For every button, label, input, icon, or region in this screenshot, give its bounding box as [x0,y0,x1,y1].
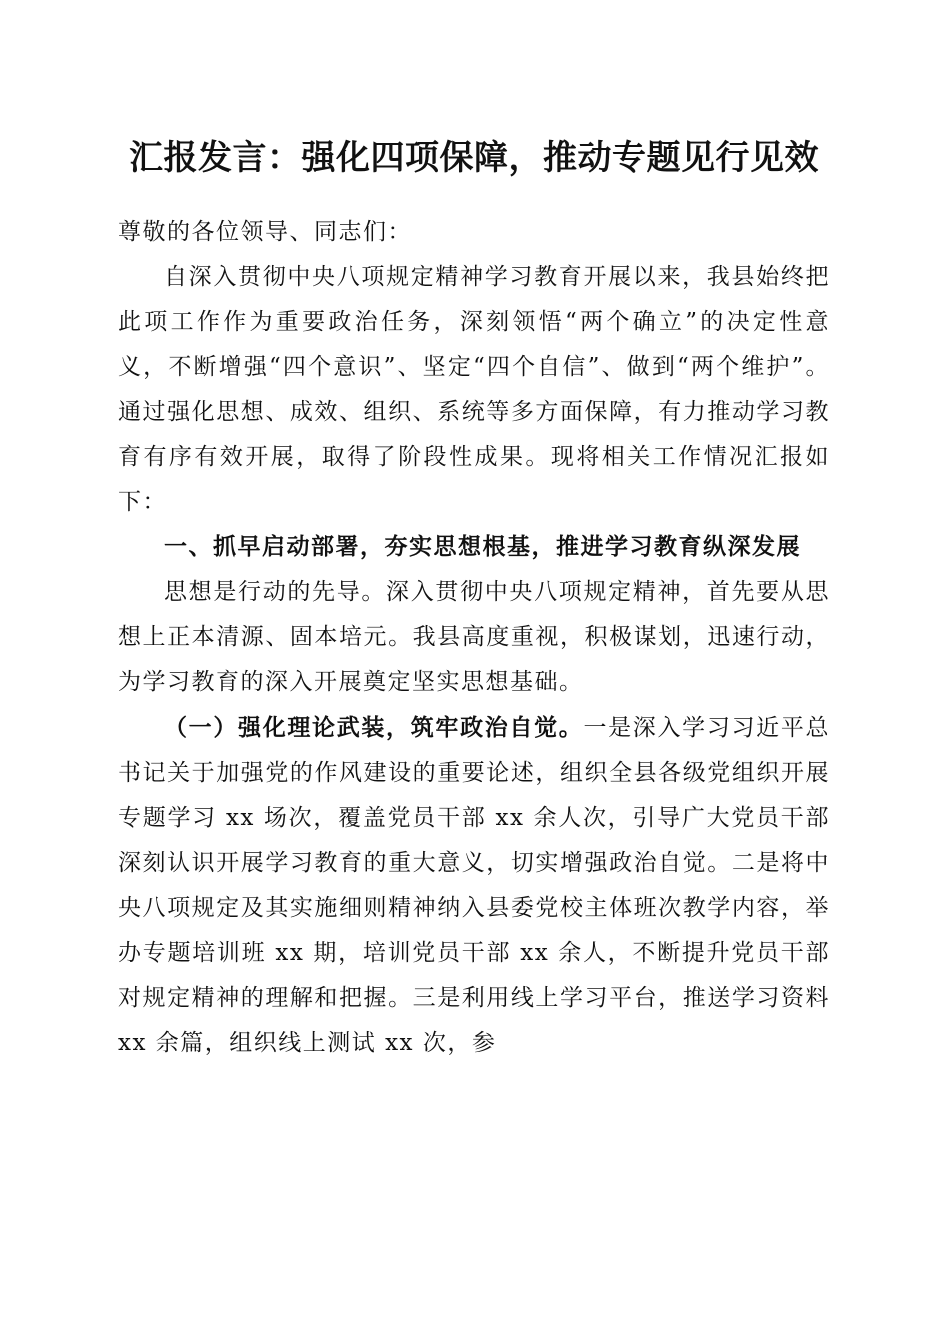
intro-paragraph: 自深入贯彻中央八项规定精神学习教育开展以来，我县始终把此项工作作为重要政治任务，深刻领悟“两个确立”的决定性意义，不断增强“四个意识”、坚定“四个自信”、做到“两个维护”。通过强化思想、成效、组织、系统等多方面保障，有力推动学习教育有序有效开展，取得了阶段性成果。现将相关工作情况汇报如下： [118,264,830,515]
document-title: 汇报发言：强化四项保障，推动专题见行见效 [129,138,819,178]
section-paragraph: 思想是行动的先导。深入贯彻中央八项规定精神，首先要从思想上正本清源、固本培元。我县高度重视，积极谋划，迅速行动，为学习教育的深入开展奠定坚实思想基础。 [118,579,830,695]
document-page [118,128,830,1066]
subsection-paragraph [118,705,830,1066]
subsection-heading: （一）强化理论武装，筑牢政治自觉。 [164,714,584,741]
subsection-body: 一是深入学习习近平总书记关于加强党的作风建设的重要论述，组织全县各级党组织开展专题学习 xx 场次，覆盖党员干部 xx 余人次，引导广大党员干部深刻认识开展学习教育的重大意义，切实增强政治自觉。二是将中央八项规定及其实施细则精神纳入县委党校主体班次教学内容，举办专题培训班 xx 期，培训党员干部 xx 余人，不断提升党员干部对规定精神的理解和把握。三是利用线上学习平台，推送学习资料 xx 余篇，组织线上测试 xx 次，参 [118,715,831,1056]
salutation: 尊敬的各位领导、同志们： [118,219,412,245]
section-heading: 一、抓早启动部署，夯实思想根基，推进学习教育纵深发展 [164,534,801,560]
